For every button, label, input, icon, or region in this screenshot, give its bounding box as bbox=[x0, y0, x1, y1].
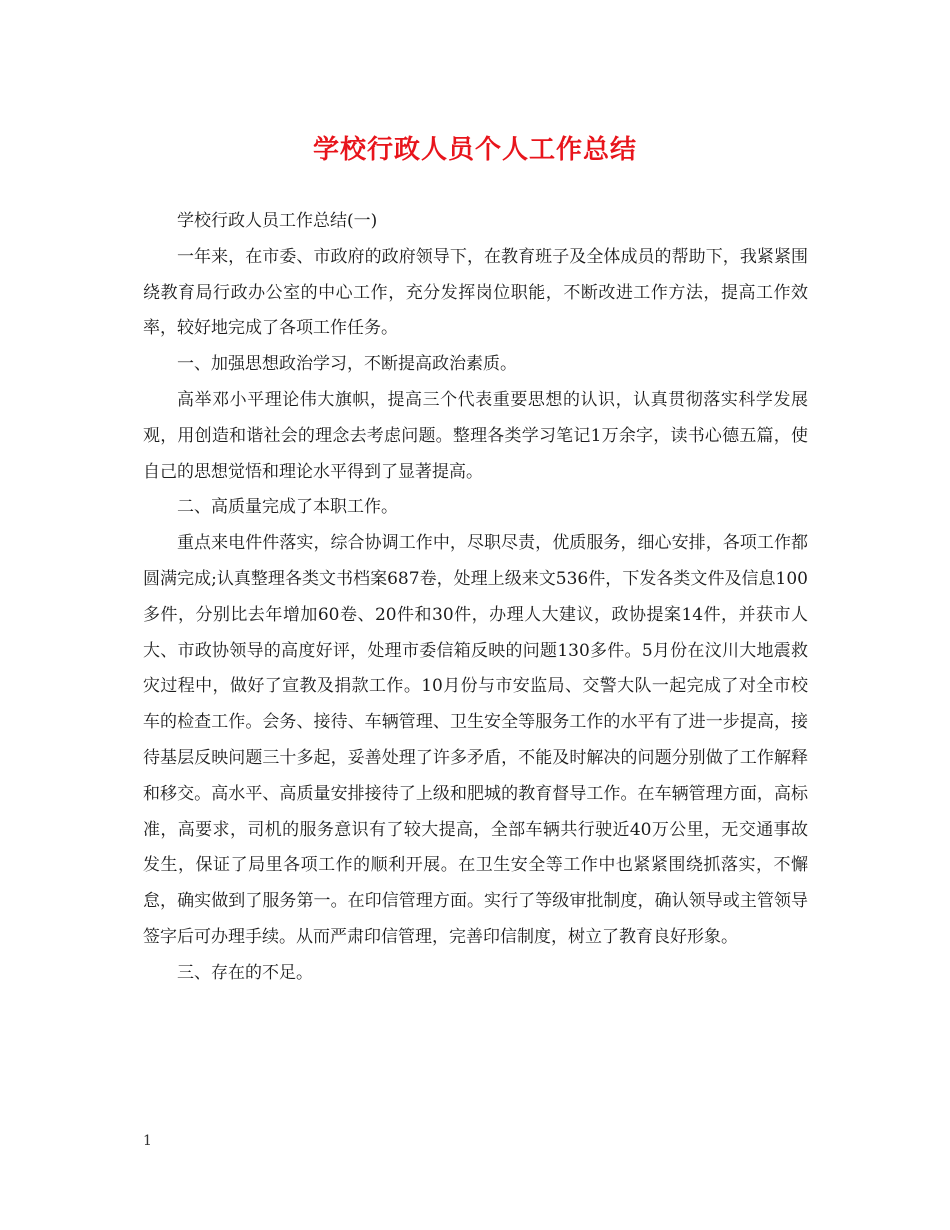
duties-paragraph: 重点来电件件落实，综合协调工作中，尽职尽责，优质服务，细心安排，各项工作都圆满完成;认真整理各类文书档案687卷，处理上级来文536件，下发各类文件及信息100多件，分别比去年增加60卷、20件和30件，办理人大建议，政协提案14件，并获市人大、市政协领导的高度好评，处理市委信箱反映的问题130多件。5月份在汶川大地震救灾过程中，做好了宣教及捐款工作。10月份与市安监局、交警大队一起完成了对全市校车的检查工作。会务、接待、车辆管理、卫生安全等服务工作的水平有了进一步提高，接待基层反映问题三十多起，妥善处理了许多矛盾，不能及时解决的问题分别做了工作解释和移交。高水平、高质量安排接待了上级和肥城的教育督导工作。在车辆管理方面，高标准，高要求，司机的服务意识有了较大提高，全部车辆共行驶近40万公里，无交通事故发生，保证了局里各项工作的顺利开展。在卫生安全等工作中也紧紧围绕抓落实，不懈怠，确实做到了服务第一。在印信管理方面。实行了等级审批制度，确认领导或主管领导签字后可办理手续。从而严肃印信管理，完善印信制度，树立了教育良好形象。 bbox=[143, 533, 808, 947]
political-study-paragraph: 高举邓小平理论伟大旗帜，提高三个代表重要思想的认识，认真贯彻落实科学发展观，用创造和谐社会的理念去考虑问题。整理各类学习笔记1万余字，读书心德五篇，使自己的思想觉悟和理论水平得到了显著提高。 bbox=[143, 389, 808, 482]
intro-paragraph: 一年来，在市委、市政府的政府领导下，在教育班子及全体成员的帮助下，我紧紧围绕教育局行政办公室的中心工作，充分发挥岗位职能，不断改进工作方法，提高工作效率，较好地完成了各项工作任务。 bbox=[143, 246, 808, 339]
section-heading-shortcomings: 三、存在的不足。 bbox=[177, 962, 313, 983]
section-heading-part-one: 学校行政人员工作总结(一) bbox=[177, 211, 378, 231]
section-heading-political-study: 一、加强思想政治学习，不断提高政治素质。 bbox=[177, 354, 517, 375]
section-heading-duties: 二、高质量完成了本职工作。 bbox=[177, 497, 398, 518]
document-title: 学校行政人员个人工作总结 bbox=[312, 135, 637, 165]
page-number: 1 bbox=[143, 1133, 152, 1149]
document-body bbox=[143, 204, 808, 992]
